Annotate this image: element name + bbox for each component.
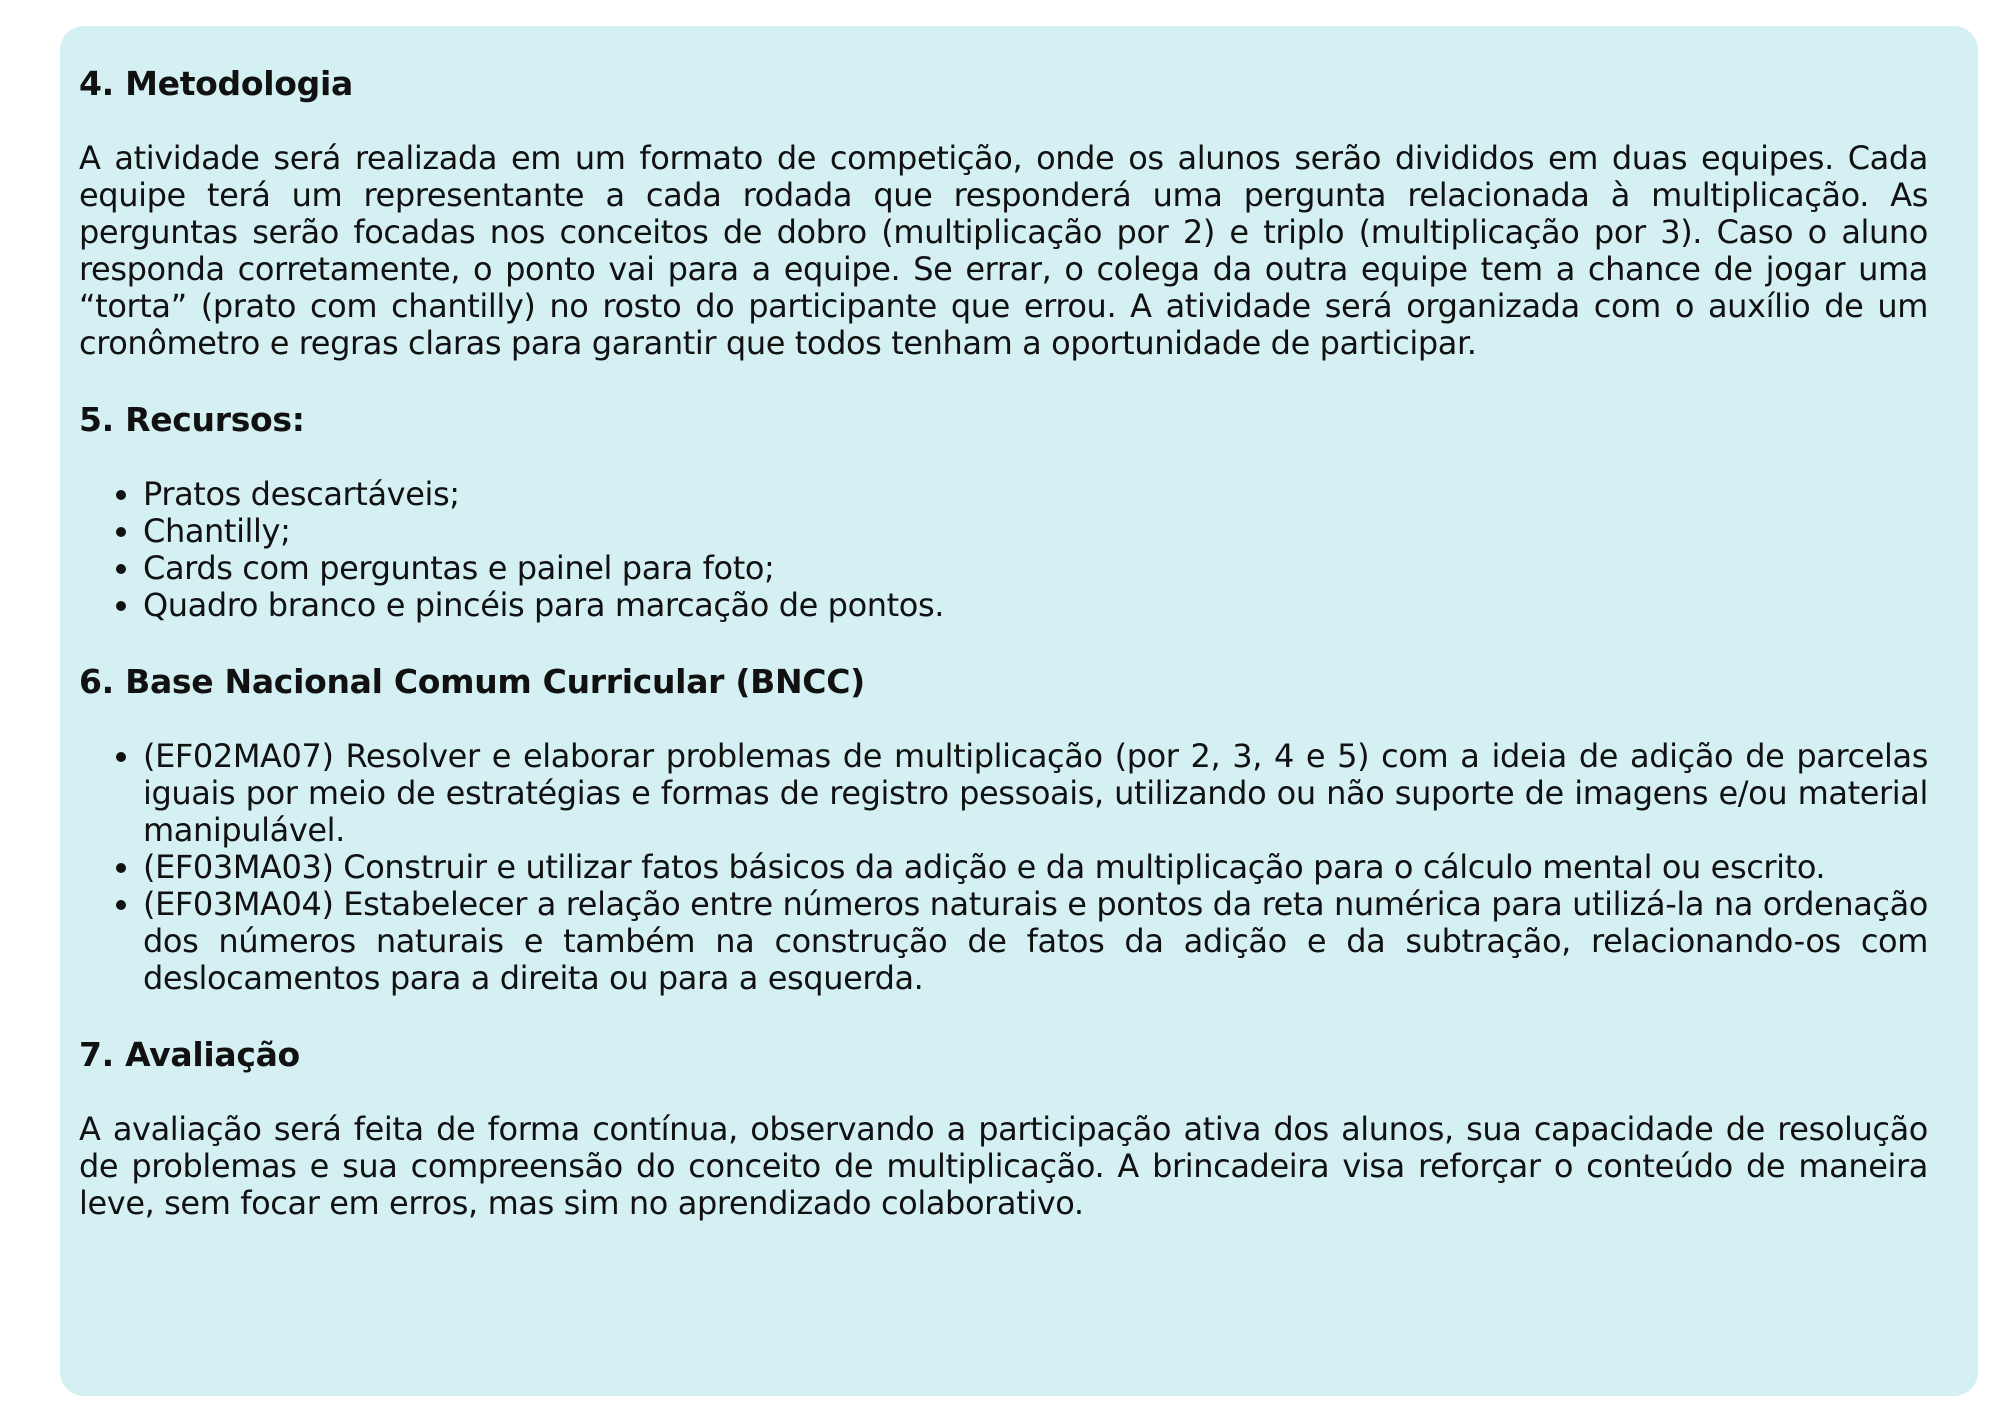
section-heading-avaliacao: 7. Avaliação: [79, 1035, 300, 1074]
list-item: • (EF03MA04) Estabelecer a relação entre números naturais e pontos da reta numérica para utilizá-la na ordenação dos números naturais e também na construção de fatos da adição e da subtração, relacionando-os com deslocamentos para a direita ou para a esquerda.: [143, 886, 1928, 997]
list-item: • (EF03MA03) Construir e utilizar fatos básicos da adição e da multiplicação para o cálculo mental ou escrito.: [143, 849, 1928, 886]
bncc-list: [79, 738, 1928, 997]
avaliacao-paragraph: A avaliação será feita de forma contínua, observando a participação ativa dos alunos, sua capacidade de resolução de problemas e sua compreensão do conceito de multiplicação. A brincadeira visa reforçar o conteúdo de maneira leve, sem focar em erros, mas sim no aprendizado colaborativo.: [79, 1110, 1928, 1222]
list-item: • Cards com perguntas e painel para foto;: [143, 550, 1928, 587]
metodologia-paragraph: A atividade será realizada em um formato de competição, onde os alunos serão divididos em duas equipes. Cada equipe terá um representante a cada rodada que responderá uma pergunta relacionada à multiplicação. As perguntas serão focadas nos conceitos de dobro (multiplicação por 2) e triplo (multiplicação por 3). Caso o aluno responda corretamente, o ponto vai para a equipe. Se errar, o colega da outra equipe tem a chance de jogar uma “torta” (prato com chantilly) no rosto do participante que errou. A atividade será organizada com o auxílio de um cronômetro e regras claras para garantir que todos tenham a oportunidade de participar.: [79, 139, 1928, 362]
list-item: • Chantilly;: [143, 513, 1928, 550]
recursos-list: [79, 476, 1928, 624]
section-heading-metodologia: 4. Metodologia: [79, 64, 353, 103]
section-heading-bncc: 6. Base Nacional Comum Curricular (BNCC): [79, 662, 865, 701]
list-item: • Quadro branco e pincéis para marcação de pontos.: [143, 587, 1928, 624]
content-card: [60, 26, 1978, 1396]
list-item: • Pratos descartáveis;: [143, 476, 1928, 513]
section-heading-recursos: 5. Recursos:: [79, 400, 305, 439]
list-item: • (EF02MA07) Resolver e elaborar problemas de multiplicação (por 2, 3, 4 e 5) com a ideia de adição de parcelas iguais por meio de estratégias e formas de registro pessoais, utilizando ou não suporte de imagens e/ou material manipulável.: [143, 738, 1928, 849]
